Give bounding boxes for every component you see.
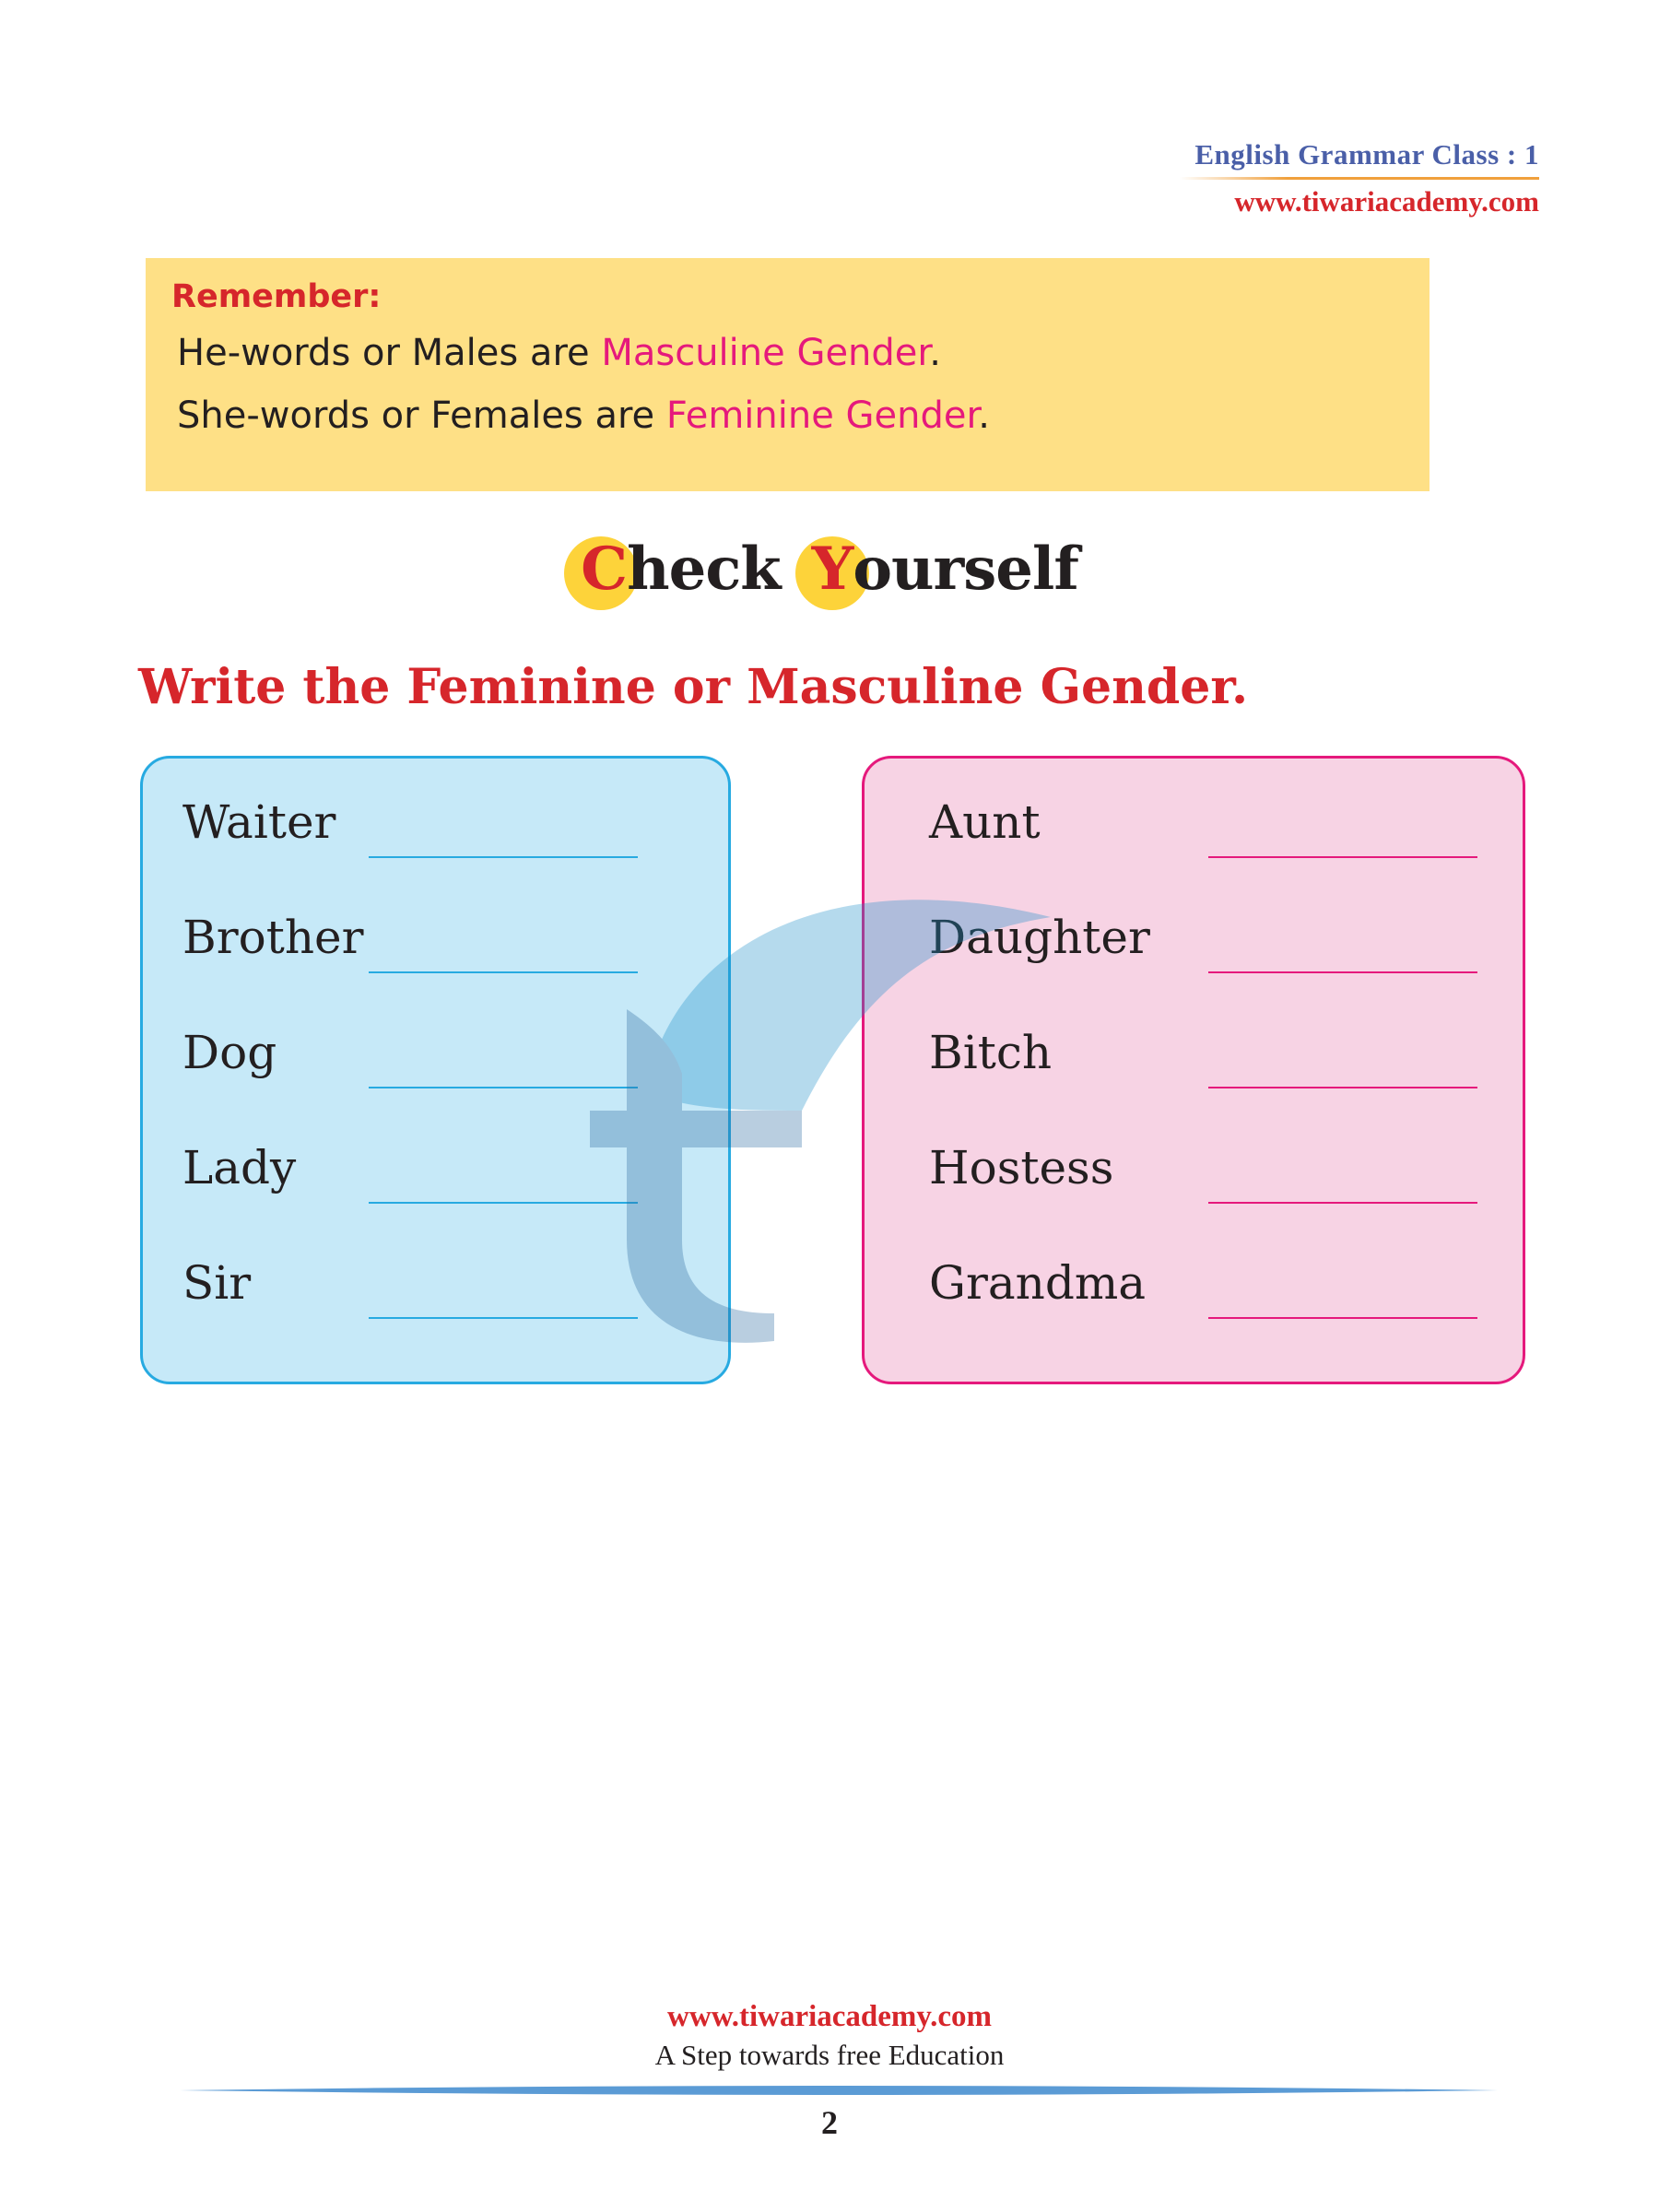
page-number: 2 xyxy=(821,2104,838,2141)
check-yourself-heading xyxy=(0,535,1659,604)
word-label: Bitch xyxy=(929,1026,1053,1079)
header-rule xyxy=(1180,177,1539,180)
answer-blank[interactable] xyxy=(369,1202,638,1204)
answer-blank[interactable] xyxy=(1208,856,1477,858)
word-label: Dog xyxy=(182,1026,277,1079)
word-row xyxy=(865,911,1523,994)
header-url[interactable]: www.tiwariacademy.com xyxy=(1234,185,1539,218)
masculine-words-box xyxy=(140,756,731,1384)
answer-blank[interactable] xyxy=(369,971,638,973)
remember-line-masculine xyxy=(177,332,941,374)
feminine-words-box xyxy=(862,756,1525,1384)
footer-tagline: A Step towards free Education xyxy=(654,2039,1005,2071)
answer-blank[interactable] xyxy=(1208,1317,1477,1319)
word-row xyxy=(143,1026,728,1109)
word-row xyxy=(865,795,1523,878)
answer-blank[interactable] xyxy=(369,1317,638,1319)
heading-initial-c: C xyxy=(581,535,628,604)
answer-blank[interactable] xyxy=(1208,1202,1477,1204)
footer-divider xyxy=(180,2085,1498,2096)
word-label: Daughter xyxy=(929,911,1150,964)
word-label: Grandma xyxy=(929,1256,1147,1310)
word-label: Waiter xyxy=(182,795,336,849)
word-row xyxy=(143,911,728,994)
remember-text: He-words or Males are xyxy=(177,332,602,374)
remember-panel xyxy=(146,258,1430,491)
masculine-gender-term: Masculine Gender xyxy=(601,332,930,374)
heading-initial-y: Y xyxy=(811,535,853,604)
answer-blank[interactable] xyxy=(369,856,638,858)
word-row xyxy=(143,1141,728,1224)
word-row xyxy=(143,795,728,878)
remember-period: . xyxy=(929,332,941,374)
remember-line-feminine xyxy=(177,394,990,437)
answer-blank[interactable] xyxy=(1208,1087,1477,1088)
answer-blank[interactable] xyxy=(1208,971,1477,973)
word-label: Aunt xyxy=(929,795,1041,849)
word-row xyxy=(143,1256,728,1339)
remember-title: Remember: xyxy=(171,278,382,315)
word-row xyxy=(865,1026,1523,1109)
remember-period: . xyxy=(978,394,990,437)
word-label: Brother xyxy=(182,911,364,964)
word-row xyxy=(865,1141,1523,1224)
heading-word-rest: heck xyxy=(627,535,781,604)
header-title: English Grammar Class : 1 xyxy=(1194,138,1539,171)
word-label: Sir xyxy=(182,1256,252,1310)
exercise-instruction: Write the Feminine or Masculine Gender. xyxy=(138,659,1249,715)
word-label: Hostess xyxy=(929,1141,1114,1194)
word-label: Lady xyxy=(182,1141,297,1194)
page-header xyxy=(1180,138,1539,218)
heading-word-rest: ourself xyxy=(853,535,1078,604)
word-row xyxy=(865,1256,1523,1339)
footer-url[interactable]: www.tiwariacademy.com xyxy=(667,2000,992,2033)
remember-text: She-words or Females are xyxy=(177,394,666,437)
feminine-gender-term: Feminine Gender xyxy=(665,394,979,437)
answer-blank[interactable] xyxy=(369,1087,638,1088)
